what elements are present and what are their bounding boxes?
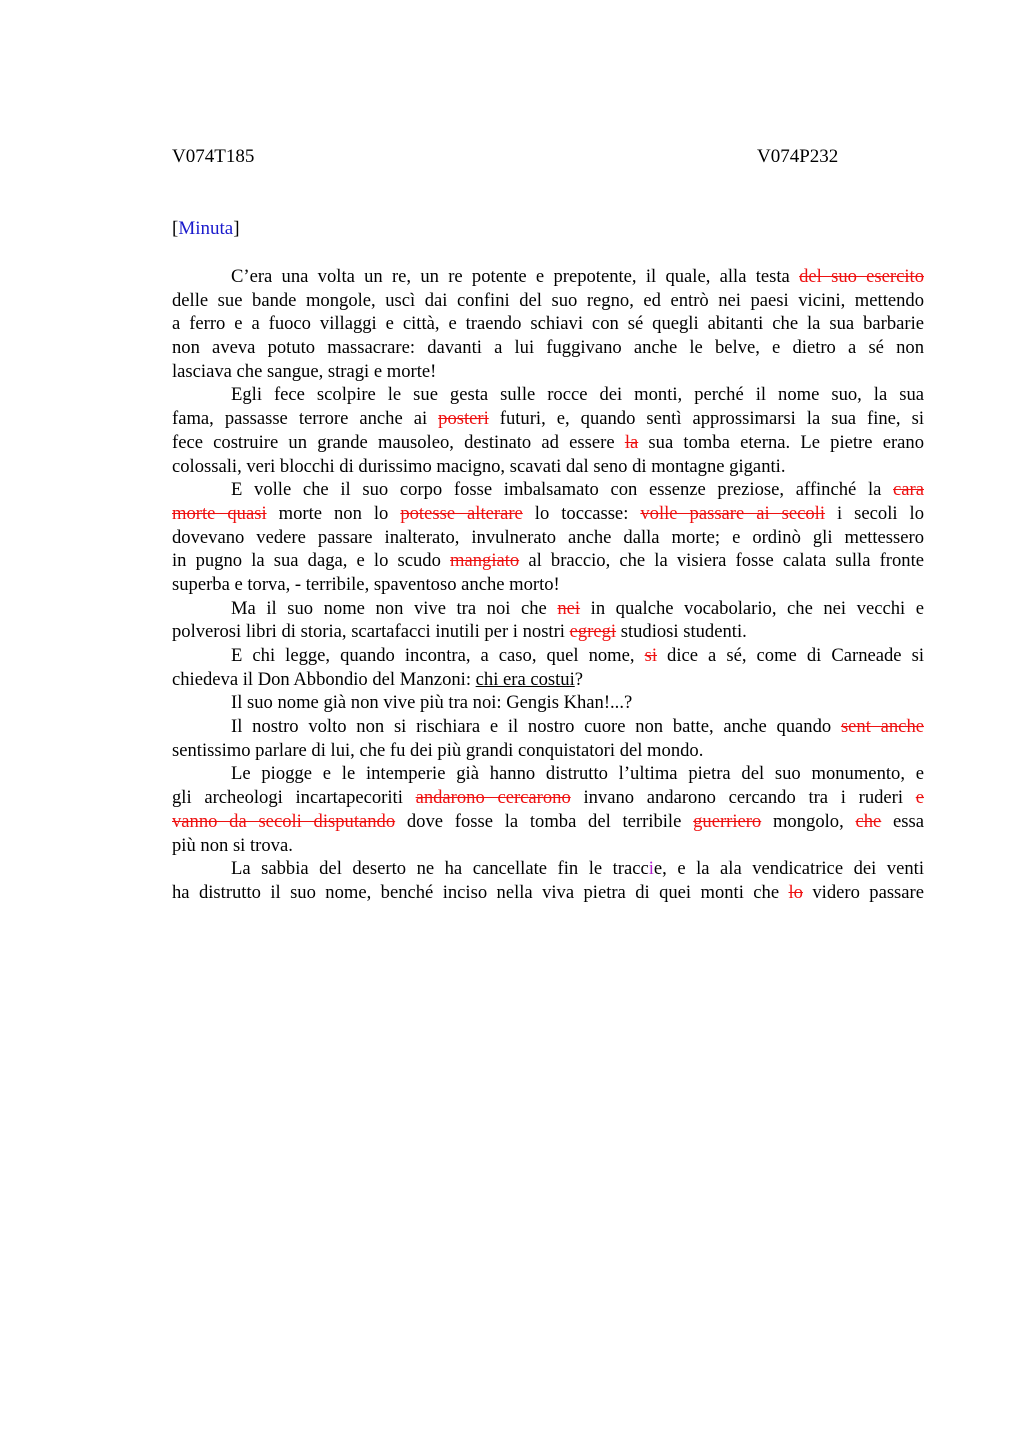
text-segment: Le piogge e le intemperie già hanno distrutto l’ultima pietra del suo monumento, e [231,763,924,785]
text-segment: al braccio, che la visiera fosse calata sulla fronte [519,550,924,572]
deleted-text: morte quasi [172,502,267,524]
text-line [172,526,924,550]
deleted-text: andarono cercarono [415,787,571,809]
deleted-text: potesse alterare [400,502,523,524]
text-line [172,360,924,384]
text-line [172,265,924,289]
text-segment: polverosi libri di storia, scartafacci inutili per i nostri [172,621,570,643]
text-segment: sentissimo parlare di lui, che fu dei più grandi conquistatori del mondo. [172,739,704,761]
text-line [172,478,924,502]
text-segment: a ferro e a fuoco villaggi e città, e traendo schiavi con sé quegli abitanti che la sua barbarie [172,313,924,335]
deleted-text: vanno da secoli disputando [172,810,396,832]
text-line [172,762,924,786]
deleted-text: egregi [569,621,617,643]
deleted-text: e [915,787,924,809]
deleted-text: mangiato [450,550,520,572]
text-segment: lo toccasse: [522,502,641,524]
text-line [172,620,924,644]
text-segment: più non si trova. [172,834,293,856]
deleted-text: la [624,431,639,453]
text-line [172,786,924,810]
deleted-text: guerriero [693,810,762,832]
text-segment: dove fosse la tomba del terribile [395,810,694,832]
text-segment: ? [574,668,584,690]
text-segment: Egli fece scolpire le sue gesta sulle rocce dei monti, perché il nome suo, la sua [231,384,924,406]
text-segment: e, e la ala vendicatrice dei venti [653,858,924,880]
text-segment: superba e torva, - terribile, spaventoso anche morto! [172,573,560,595]
deleted-text: posteri [438,408,489,430]
deleted-text: volle passare ai secoli [640,502,826,524]
text-line [172,597,924,621]
text-line [172,668,924,692]
text-line [172,691,924,715]
document-code-right: V074P232 [757,146,839,167]
text-segment: i secoli lo [825,502,925,524]
text-segment: dice a sé, come di Carneade si [657,645,924,666]
text-segment: studiosi studenti. [616,621,747,643]
deleted-text: del suo esercito [799,266,924,287]
text-line [172,336,924,360]
inserted-letter: i [648,858,654,880]
text-segment: fama, passasse terrore anche ai [172,408,439,430]
text-segment: lasciava che sangue, stragi e morte! [172,360,437,382]
underlined-text: chi era costui [475,668,575,690]
text-line [172,431,924,455]
text-segment: E volle che il suo corpo fosse imbalsamato con essenze preziose, affinché la [231,479,894,501]
text-line [172,289,924,313]
text-line [172,573,924,597]
text-segment: fece costruire un grande mausoleo, destinato ad essere [172,431,625,453]
text-segment: La sabbia del deserto ne ha cancellate fin le tracc [231,858,649,880]
text-segment: futuri, e, quando sentì approssimarsi la sua fine, si [488,408,924,430]
text-line [172,549,924,573]
text-line [172,857,924,881]
deleted-text: che [855,810,882,832]
text-segment: non aveva potuto massacrare: davanti a lui fuggivano anche le belve, e dietro a sé non [172,337,924,359]
text-line [172,810,924,834]
deleted-text: sent anche [840,716,924,738]
text-line [172,739,924,763]
text-segment: Il nostro volto non si rischiara e il nostro cuore non batte, anche quando [231,716,841,738]
bracket-open: [ [172,218,179,239]
deleted-text: cara [893,479,924,501]
text-body [172,265,924,905]
text-segment: ha distrutto il suo nome, benché inciso nella viva pietra di quei monti che [172,881,789,903]
text-line [172,455,924,479]
deleted-text: si [644,645,657,666]
text-segment: videro passare [802,881,924,903]
text-line [172,834,924,858]
text-segment: in qualche vocabolario, che nei vecchi e [580,597,924,619]
deleted-text: lo [788,881,803,903]
text-line [172,715,924,739]
text-segment: invano andarono cercando tra i ruderi [570,787,916,809]
text-segment: colossali, veri blocchi di durissimo macigno, scavati dal seno di montagne giganti. [172,455,786,477]
text-segment: essa [881,810,924,832]
text-segment: Il suo nome già non vive più tra noi: Gengis Khan!...? [231,692,633,714]
text-segment: mongolo, [761,810,856,832]
draft-label: Minuta [178,218,234,239]
text-segment: dovevano vedere passare inalterato, invulnerato anche dalla morte; e ordinò gli mettessero [172,526,924,548]
text-line [172,644,924,668]
text-segment: C’era una volta un re, un re potente e prepotente, il quale, alla testa [231,266,800,287]
text-segment: gli archeologi incartapecoriti [172,787,416,809]
text-segment: Ma il suo nome non vive tra noi che [231,597,558,619]
text-segment: chiedeva il Don Abbondio del Manzoni: [172,668,476,690]
text-line [172,881,924,905]
text-segment: E chi legge, quando incontra, a caso, quel nome, [231,645,645,666]
bracket-close: ] [233,218,240,239]
text-segment: delle sue bande mongole, uscì dai confini del suo regno, ed entrò nei paesi vicini, mettendo [172,289,924,311]
text-segment: in pugno la sua daga, e lo scudo [172,550,451,572]
draft-note [172,218,240,240]
text-segment: sua tomba eterna. Le pietre erano [638,431,924,453]
text-line [172,502,924,526]
text-line [172,383,924,407]
document-code-left: V074T185 [172,146,255,167]
text-line [172,407,924,431]
text-segment: morte non lo [266,502,401,524]
text-line [172,312,924,336]
deleted-text: nei [557,597,581,619]
